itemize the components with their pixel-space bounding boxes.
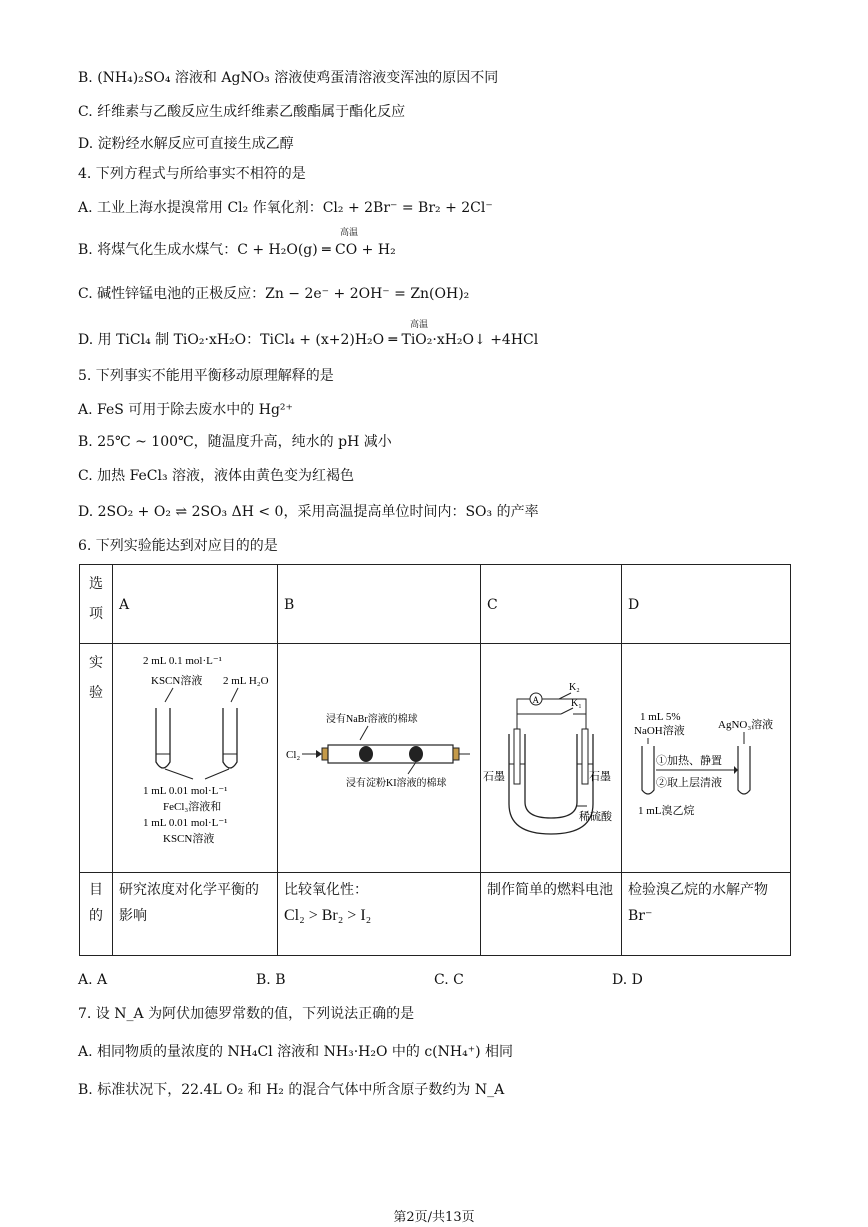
experiment-table: [79, 564, 791, 956]
option-a: A. A: [78, 972, 108, 988]
purpose-a: 研究浓度对化学平衡的影响: [113, 873, 278, 956]
question-3d: D. 淀粉经水解反应可直接生成乙醇: [78, 136, 294, 152]
question-4b: B. 将煤气化生成水煤气：C + H₂O(g) ═ CO + H₂: [78, 242, 396, 258]
question-4: 4. 下列方程式与所给事实不相符的是: [78, 166, 306, 182]
question-3b: B. (NH₄)₂SO₄ 溶液和 AgNO₃ 溶液使鸡蛋清溶液变浑浊的原因不同: [78, 70, 499, 86]
figure-a-test-tubes: [113, 644, 273, 859]
figure-c-cell: [481, 644, 622, 873]
fig-b-label: Cl₂: [286, 749, 301, 761]
fig-d-label: 1 mL 5%: [640, 711, 681, 723]
col-header-b: B: [278, 565, 481, 644]
question-5c: C. 加热 FeCl₃ 溶液，液体由黄色变为红褐色: [78, 468, 355, 484]
question-3c: C. 纤维素与乙酸反应生成纤维素乙酸酯属于酯化反应: [78, 104, 406, 120]
fig-b-label: 浸有NaBr溶液的棉球: [326, 714, 418, 725]
test-tube-icon: [738, 746, 750, 794]
col-header-d: D: [622, 565, 791, 644]
fig-b-label: 浸有淀粉KI溶液的棉球: [346, 778, 447, 789]
glass-tube: [328, 745, 453, 763]
pointer-line: [165, 688, 173, 702]
purpose-b-line2: Cl₂ > Br₂ > I₂: [284, 907, 372, 924]
graphite-electrode: [514, 729, 520, 784]
option-d: D. D: [612, 972, 643, 988]
figure-c-u-tube-cell: [481, 644, 621, 859]
figure-b-cell: [278, 644, 481, 873]
fig-a-label: KSCN溶液: [163, 833, 215, 845]
table-row-experiment: [80, 644, 791, 873]
question-4a: A. 工业上海水提溴常用 Cl₂ 作氧化剂：Cl₂ + 2Br⁻ = Br₂ + 2Cl⁻: [78, 200, 493, 216]
test-tube-icon: [156, 708, 170, 768]
page-footer: 第2页/共13页: [393, 1210, 475, 1225]
stopper-icon: [453, 748, 459, 760]
question-4d-condition: 高温: [410, 320, 429, 330]
fig-a-label: 1 mL 0.01 mol·L⁻¹: [143, 817, 228, 829]
switch-k2-icon: [559, 693, 571, 699]
question-5a: A. FeS 可用于除去废水中的 Hg²⁺: [78, 402, 293, 418]
fig-a-label: KSCN溶液: [151, 675, 203, 687]
figure-d-cell: [622, 644, 791, 873]
figure-a-cell: [113, 644, 278, 873]
question-4c: C. 碱性锌锰电池的正极反应：Zn − 2e⁻ + 2OH⁻ = Zn(OH)₂: [78, 286, 470, 302]
fig-c-label: 石墨: [589, 771, 611, 783]
question-5d: D. 2SO₂ + O₂ ⇌ 2SO₃ ΔH < 0，采用高温提高单位时间内：SO₃ 的产率: [78, 504, 539, 520]
table-row-options: [80, 565, 791, 644]
fig-d-label: 1 mL溴乙烷: [638, 805, 695, 817]
table-row-purpose: [80, 873, 791, 956]
row-label-experiment: 实验: [80, 644, 113, 873]
question-7: 7. 设 N_A 为阿伏加德罗常数的值，下列说法正确的是: [78, 1006, 415, 1022]
question-4b-condition: 高温: [340, 228, 359, 238]
test-tube-icon: [642, 746, 654, 794]
question-7b: B. 标准状况下，22.4L O₂ 和 H₂ 的混合气体中所含原子数约为 N_A: [78, 1082, 505, 1098]
fig-d-step: ①加热、静置: [656, 755, 722, 767]
question-7a: A. 相同物质的量浓度的 NH₄Cl 溶液和 NH₃·H₂O 中的 c(NH₄⁺) 相同: [78, 1044, 514, 1060]
fig-d-label: NaOH溶液: [634, 725, 685, 737]
arrow-head-icon: [316, 750, 322, 758]
question-4d: D. 用 TiCl₄ 制 TiO₂·xH₂O：TiCl₄ + (x+2)H₂O ═ TiO₂·xH₂O↓ +4HCl: [78, 332, 539, 348]
u-tube-inner: [525, 734, 577, 818]
pointer-line: [408, 762, 416, 774]
row-label-purpose: 目的: [80, 873, 113, 956]
pointer-line: [360, 726, 368, 740]
question-5: 5. 下列事实不能用平衡移动原理解释的是: [78, 368, 334, 384]
fig-a-label: 2 mL H₂O: [223, 675, 269, 687]
figure-d-hydrolysis: [622, 644, 788, 859]
purpose-d: 检验溴乙烷的水解产物 Br⁻: [622, 873, 791, 956]
fig-c-label: 稀硫酸: [579, 811, 612, 823]
pointer-line: [231, 688, 238, 702]
switch-label: K₂: [569, 682, 580, 693]
fig-d-step: ②取上层清液: [656, 777, 722, 789]
purpose-b: [278, 873, 481, 956]
figure-b-glass-tube: [278, 644, 480, 859]
purpose-b-line1: 比较氧化性：: [284, 882, 368, 898]
ammeter-label: A: [532, 695, 539, 705]
purpose-c: 制作简单的燃料电池: [481, 873, 622, 956]
graphite-electrode: [582, 729, 588, 784]
fig-a-label: 2 mL 0.1 mol·L⁻¹: [143, 655, 222, 667]
pointer-line: [205, 769, 229, 779]
cotton-ball-ki: [409, 746, 423, 762]
col-header-c: C: [481, 565, 622, 644]
fig-c-label: 石墨: [483, 771, 505, 783]
cotton-ball-nabr: [359, 746, 373, 762]
switch-label: K₁: [571, 698, 582, 709]
row-label-options: 选项: [80, 565, 113, 644]
col-header-a: A: [113, 565, 278, 644]
fig-a-label: 1 mL 0.01 mol·L⁻¹: [143, 785, 228, 797]
test-tube-icon: [223, 708, 237, 768]
fig-a-label: FeCl₃溶液和: [163, 801, 222, 813]
question-6: 6. 下列实验能达到对应目的的是: [78, 538, 278, 554]
fig-d-label: AgNO₃溶液: [718, 719, 774, 731]
stopper-icon: [322, 748, 328, 760]
question-5b: B. 25℃ ~ 100℃，随温度升高，纯水的 pH 减小: [78, 434, 392, 450]
option-c: C. C: [434, 972, 464, 988]
option-b: B. B: [256, 972, 286, 988]
pointer-line: [165, 769, 193, 779]
